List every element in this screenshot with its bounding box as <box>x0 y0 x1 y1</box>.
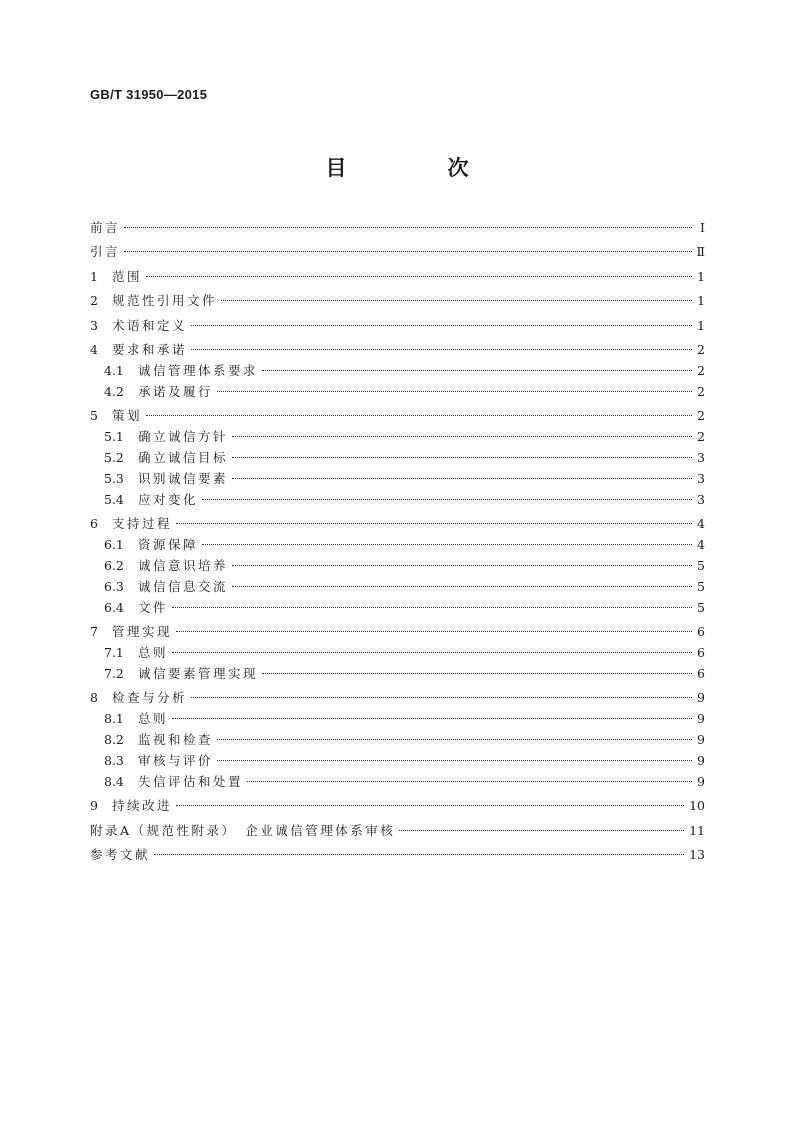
dot-leader <box>262 673 692 674</box>
toc-entry-number: 7 <box>90 624 98 640</box>
toc-entry-label: 管理实现 <box>112 624 173 640</box>
toc-entry-page: 3 <box>697 491 705 507</box>
dot-leader <box>176 523 692 524</box>
toc-entry-label: 文件 <box>138 599 169 615</box>
toc-entry[interactable] <box>90 535 705 556</box>
dot-leader <box>172 607 692 608</box>
toc-entry-label: 资源保障 <box>138 536 199 552</box>
toc-entry[interactable] <box>90 316 705 337</box>
standard-code: GB/T 31950—2015 <box>90 87 208 102</box>
toc-entry-page: 2 <box>697 341 705 357</box>
toc-entry-label: 术语和定义 <box>112 317 188 333</box>
toc-entry-label: 总则 <box>138 711 169 727</box>
toc-entry-number: 8.3 <box>104 752 124 768</box>
toc-entry-number: 9 <box>90 798 98 814</box>
toc-entry-page: 3 <box>697 470 705 486</box>
toc-entry[interactable] <box>90 664 705 685</box>
dot-leader <box>146 276 692 277</box>
toc-entry-label: 总则 <box>138 644 169 660</box>
toc-entry-label: 范围 <box>112 268 143 284</box>
toc-entry-number: 6 <box>90 516 98 532</box>
toc-entry-label: 监视和检查 <box>138 731 214 747</box>
toc-entry-page: 2 <box>697 429 705 445</box>
toc-entry-label: 失信评估和处置 <box>138 773 244 789</box>
dot-leader <box>146 415 692 416</box>
toc-entry-label: 附录A（规范性附录） 企业诚信管理体系审核 <box>90 822 396 838</box>
dot-leader <box>191 325 692 326</box>
toc-entry[interactable] <box>90 622 705 643</box>
toc-entry-page: 6 <box>697 644 705 660</box>
dot-leader <box>232 586 692 587</box>
toc-entry-label: 诚信管理体系要求 <box>138 362 259 378</box>
toc-entry[interactable] <box>90 598 705 619</box>
dot-leader <box>124 251 691 252</box>
toc-entry[interactable] <box>90 490 705 511</box>
toc-entry-number: 3 <box>90 317 98 333</box>
toc-entry-label: 规范性引用文件 <box>112 293 218 309</box>
toc-entry-page: 6 <box>697 624 705 640</box>
dot-leader <box>217 391 692 392</box>
toc-entry-label: 诚信意识培养 <box>138 557 229 573</box>
dot-leader <box>217 739 692 740</box>
dot-leader <box>399 830 684 831</box>
toc-entry[interactable] <box>90 427 705 448</box>
toc-entry-page: 5 <box>697 557 705 573</box>
toc-entry-page: Ⅰ <box>700 220 705 235</box>
toc-entry-page: 11 <box>689 822 705 838</box>
toc-entry-page: 2 <box>697 408 705 424</box>
toc-entry-number: 6.4 <box>104 599 124 615</box>
dot-leader <box>154 854 684 855</box>
toc-entry-number: 6.3 <box>104 578 124 594</box>
toc-entry-number: 8.2 <box>104 731 124 747</box>
dot-leader <box>202 544 692 545</box>
toc-entry[interactable] <box>90 577 705 598</box>
toc-entry-label: 确立诚信目标 <box>138 449 229 465</box>
dot-leader <box>262 370 692 371</box>
toc-entry-number: 5.3 <box>104 470 124 486</box>
toc-entry-page: 1 <box>697 317 705 333</box>
toc-entry-page: 6 <box>697 665 705 681</box>
toc-title: 目 次 <box>325 155 509 180</box>
toc-entry[interactable] <box>90 772 705 793</box>
toc-entry-page: 9 <box>697 690 705 706</box>
toc-entry-page: 1 <box>697 293 705 309</box>
toc-entry[interactable] <box>90 796 705 817</box>
toc-entry-number: 7.2 <box>104 665 124 681</box>
toc-entry-number: 8.4 <box>104 773 124 789</box>
toc-entry-page: 9 <box>697 773 705 789</box>
toc-entry[interactable] <box>90 845 705 866</box>
toc-entry[interactable] <box>90 751 705 772</box>
toc-entry-number: 4 <box>90 341 98 357</box>
toc-entry[interactable] <box>90 340 705 361</box>
toc-entry-page: 9 <box>697 711 705 727</box>
toc-entry-label: 应对变化 <box>138 491 199 507</box>
toc-entry[interactable] <box>90 709 705 730</box>
toc-entry[interactable] <box>90 448 705 469</box>
toc-entry[interactable] <box>90 469 705 490</box>
toc-entry-label: 前言 <box>90 220 121 235</box>
toc-entry-page: 2 <box>697 362 705 378</box>
toc-entry-number: 4.1 <box>104 362 124 378</box>
toc-entry[interactable] <box>90 688 705 709</box>
toc-entry[interactable] <box>90 382 705 403</box>
toc-entry[interactable] <box>90 242 705 263</box>
toc-entry-label: 检查与分析 <box>112 690 188 706</box>
toc-entry[interactable] <box>90 361 705 382</box>
dot-leader <box>191 697 692 698</box>
toc-entry-number: 6.1 <box>104 536 124 552</box>
toc-entry-page: 4 <box>697 536 705 552</box>
toc-entry[interactable] <box>90 291 705 312</box>
toc-entry[interactable] <box>90 406 705 427</box>
dot-leader <box>232 565 692 566</box>
toc-entry-label: 引言 <box>90 244 121 260</box>
toc-entry-label: 诚信信息交流 <box>138 578 229 594</box>
toc-entry-label: 支持过程 <box>112 516 173 532</box>
dot-leader <box>176 631 692 632</box>
toc-entry[interactable] <box>90 267 705 288</box>
toc-entry-label: 确立诚信方针 <box>138 429 229 445</box>
toc-entry-label: 识别诚信要素 <box>138 470 229 486</box>
toc-entry-number: 8 <box>90 690 98 706</box>
dot-leader <box>172 652 692 653</box>
toc-entry-page: 5 <box>697 599 705 615</box>
toc-entry-number: 8.1 <box>104 711 124 727</box>
dot-leader <box>124 227 692 228</box>
toc-entry[interactable] <box>90 514 705 535</box>
toc-entry-number: 1 <box>90 268 98 284</box>
toc-entry-number: 6.2 <box>104 557 124 573</box>
toc-entry-label: 要求和承诺 <box>112 341 188 357</box>
dot-leader <box>191 349 692 350</box>
toc-entry-label: 参考文献 <box>90 846 151 862</box>
toc-entry[interactable] <box>90 730 705 751</box>
dot-leader <box>217 760 692 761</box>
dot-leader <box>176 805 684 806</box>
dot-leader <box>202 499 692 500</box>
toc-entry-number: 7.1 <box>104 644 124 660</box>
dot-leader <box>172 718 692 719</box>
toc-entry-label: 策划 <box>112 408 143 424</box>
toc-entry-page: 3 <box>697 449 705 465</box>
toc-entry-page: 4 <box>697 516 705 532</box>
toc-entry-number: 4.2 <box>104 383 124 399</box>
dot-leader <box>232 457 692 458</box>
toc-entry-number: 5.4 <box>104 491 124 507</box>
toc-entry-page: 2 <box>697 383 705 399</box>
table-of-contents <box>90 218 705 866</box>
toc-entry-page: Ⅱ <box>696 244 705 260</box>
toc-entry-label: 诚信要素管理实现 <box>138 665 259 681</box>
toc-entry-page: 9 <box>697 752 705 768</box>
toc-entry-number: 5.2 <box>104 449 124 465</box>
toc-entry[interactable] <box>90 643 705 664</box>
toc-entry[interactable] <box>90 218 705 239</box>
toc-entry-label: 审核与评价 <box>138 752 214 768</box>
toc-entry-page: 10 <box>689 798 705 814</box>
toc-entry-number: 5.1 <box>104 429 124 445</box>
toc-entry-label: 持续改进 <box>112 798 173 814</box>
toc-entry-page: 13 <box>689 846 705 862</box>
toc-entry-number: 2 <box>90 293 98 309</box>
dot-leader <box>232 478 692 479</box>
dot-leader <box>232 436 692 437</box>
toc-entry-number: 5 <box>90 408 98 424</box>
dot-leader <box>221 300 692 301</box>
toc-entry-page: 1 <box>697 268 705 284</box>
toc-entry[interactable] <box>90 556 705 577</box>
toc-entry[interactable] <box>90 821 705 842</box>
toc-entry-label: 承诺及履行 <box>138 383 214 399</box>
toc-entry-page: 9 <box>697 731 705 747</box>
dot-leader <box>247 781 692 782</box>
toc-entry-page: 5 <box>697 578 705 594</box>
